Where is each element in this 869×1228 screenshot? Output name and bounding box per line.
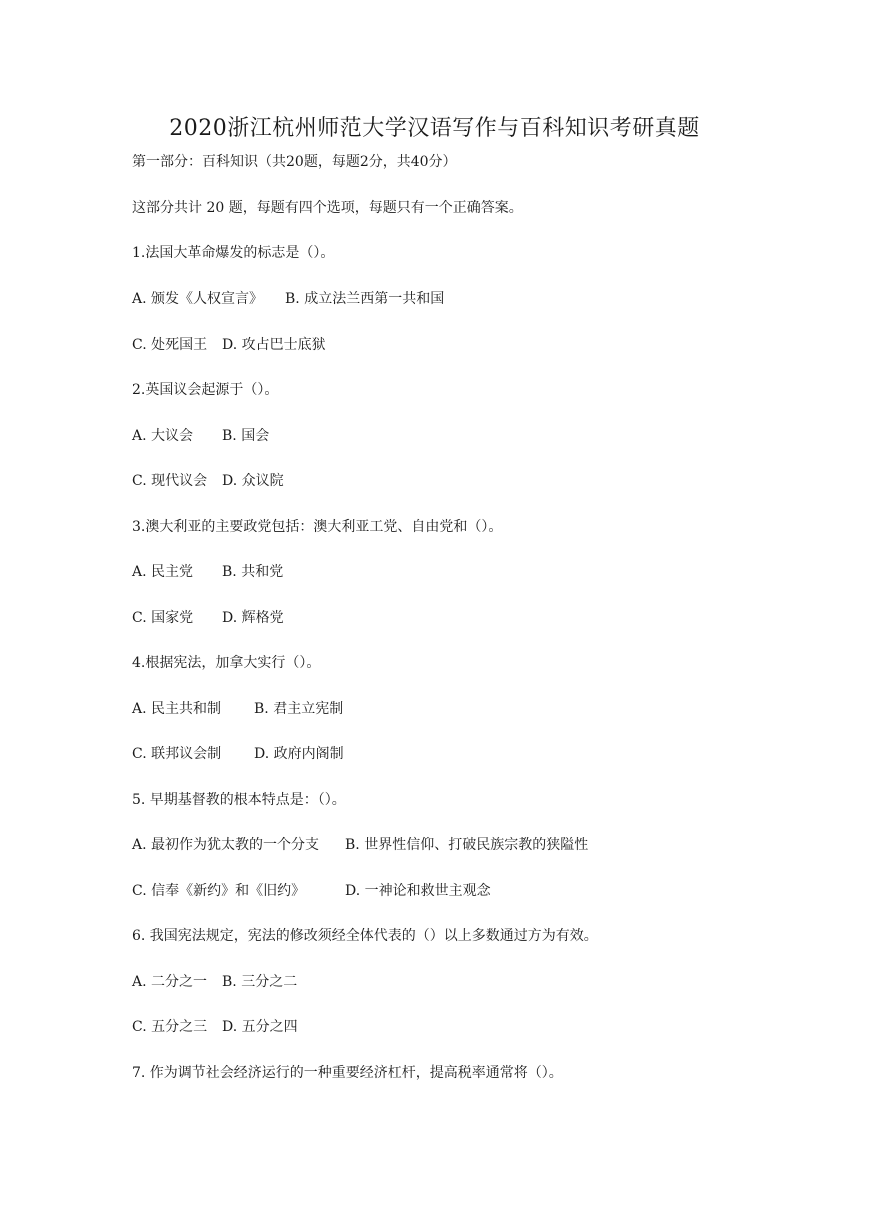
option-d: D. 辉格党	[222, 610, 284, 626]
option-b: B. 国会	[222, 428, 270, 444]
option-d: D. 政府内阁制	[254, 746, 344, 762]
option-b: B. 君主立宪制	[254, 701, 344, 717]
option-d: D. 五分之四	[222, 1019, 298, 1035]
question-stem: 3.澳大利亚的主要政党包括：澳大利亚工党、自由党和（）。	[132, 519, 503, 535]
option-a: A. 民主党	[132, 564, 194, 580]
question-stem: 4.根据宪法，加拿大实行（）。	[132, 655, 321, 671]
question-stem: 6. 我国宪法规定，宪法的修改须经全体代表的（）以上多数通过方为有效。	[132, 928, 598, 944]
option-b: B. 三分之二	[222, 974, 298, 990]
option-c: C. 现代议会	[132, 473, 208, 489]
option-a: A. 二分之一	[132, 974, 208, 990]
option-c: C. 联邦议会制	[132, 746, 222, 762]
option-b: B. 成立法兰西第一共和国	[285, 291, 445, 307]
option-c: C. 处死国王	[132, 337, 208, 353]
question-stem: 7. 作为调节社会经济运行的一种重要经济杠杆，提高税率通常将（）。	[132, 1065, 563, 1081]
question-stem: 2.英国议会起源于（）。	[132, 382, 279, 398]
option-a: A. 颁发《人权宣言》	[132, 291, 264, 307]
option-c: C. 五分之三	[132, 1019, 208, 1035]
option-d: D. 攻占巴士底狱	[222, 337, 326, 353]
option-a: A. 最初作为犹太教的一个分支	[132, 837, 320, 853]
question-stem: 5. 早期基督教的根本特点是：（）。	[132, 792, 346, 808]
option-c: C. 信奉《新约》和《旧约》	[132, 883, 306, 899]
section-header: 第一部分：百科知识（共20题，每题2分，共40分）	[132, 154, 457, 170]
option-b: B. 共和党	[222, 564, 284, 580]
document-title: 2020浙江杭州师范大学汉语写作与百科知识考研真题	[169, 116, 700, 141]
option-d: D. 一神论和救世主观念	[345, 883, 491, 899]
instructions: 这部分共计 20 题，每题有四个选项，每题只有一个正确答案。	[132, 200, 523, 216]
option-a: A. 民主共和制	[132, 701, 222, 717]
option-c: C. 国家党	[132, 610, 194, 626]
option-b: B. 世界性信仰、打破民族宗教的狭隘性	[345, 837, 589, 853]
option-d: D. 众议院	[222, 473, 284, 489]
question-stem: 1.法国大革命爆发的标志是（）。	[132, 245, 335, 261]
option-a: A. 大议会	[132, 428, 194, 444]
